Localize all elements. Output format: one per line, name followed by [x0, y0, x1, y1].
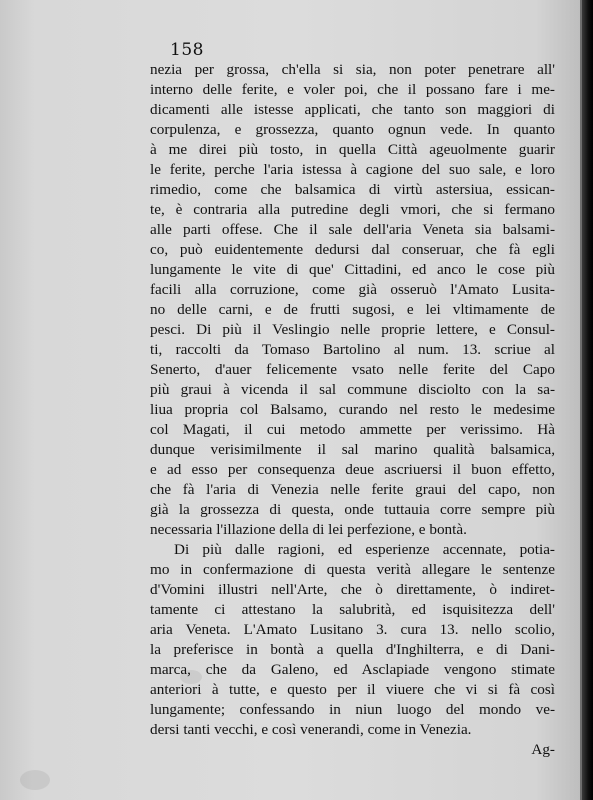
text-line: nezia per grossa, ch'ella si sia, non poter penetrare all'	[150, 61, 555, 78]
text-line: necessaria l'illazione della di lei perfezione, e bontà.	[150, 521, 467, 538]
text-line: liua propria col Balsamo, curando nel resto le medesime	[150, 401, 555, 418]
text-line: no delle carni, e de frutti sugosi, e lei vltimamente de	[150, 301, 555, 318]
text-line: marca, che da Galeno, ed Asclapiade vengono stimate	[150, 661, 555, 678]
text-line: dunque verisimilmente il sal marino qualità balsamica,	[150, 441, 555, 458]
text-line: d'Vomini illustri nell'Arte, che ò direttamente, ò indiret-	[150, 581, 555, 598]
text-line: alle parti offese. Che il sale dell'aria Veneta sia balsami-	[150, 221, 555, 238]
text-line: che fà l'aria di Venezia nelle ferite graui del capo, non	[150, 481, 555, 498]
text-line: la preferisce in bontà a quella d'Inghilterra, e di Dani-	[150, 641, 555, 658]
text-line: lungamente; confessando in niun luogo del mondo ve-	[150, 701, 555, 718]
text-line: già la grossezza di questa, onde tuttauia corre sempre più	[150, 501, 555, 518]
text-line: anteriori à tutte, e questo per il viuere che vi si fà così	[150, 681, 555, 698]
page-number: 158	[170, 40, 204, 60]
text-line: facili alla corruzione, come già osseruò l'Amato Lusita-	[150, 281, 555, 298]
text-line: te, è contraria alla putredine degli vmori, che si fermano	[150, 201, 555, 218]
text-line: col Magati, il cui metodo ammette per verissimo. Hà	[150, 421, 555, 438]
catchword: Ag-	[531, 741, 555, 758]
text-line: aria Veneta. L'Amato Lusitano 3. cura 13. nello scolio,	[150, 621, 555, 638]
text-line: interno delle ferite, e voler poi, che il possano fare i me-	[150, 81, 555, 98]
text-line: Senerto, d'auer felicemente vsato nelle ferite del Capo	[150, 361, 555, 378]
text-line: dicamenti alle istesse applicati, che tanto son maggiori di	[150, 101, 555, 118]
text-line: ti, raccolti da Tomaso Bartolino al num. 13. scriue al	[150, 341, 555, 358]
text-line: corpulenza, e grossezza, quanto ognun vede. In quanto	[150, 121, 555, 138]
text-line: e ad esso per consequenza deue ascriuersi il buon effetto,	[150, 461, 555, 478]
text-line: dersi tanti vecchi, e così venerandi, come in Venezia.	[150, 721, 472, 738]
paper-stain	[20, 770, 50, 790]
text-line: tamente ci attestano la salubrità, ed isquisitezza dell'	[150, 601, 555, 618]
text-line: le ferite, perche l'aria istessa à cagione del suo sale, e loro	[150, 161, 555, 178]
text-line: mo in confermazione di questa verità allegare le sentenze	[150, 561, 555, 578]
text-line: à me direi più tosto, in quella Città ageuolmente guarir	[150, 141, 555, 158]
text-line: co, può euidentemente dedursi dal conseruar, che fà egli	[150, 241, 555, 258]
body-text	[150, 60, 555, 760]
facing-page-edge	[582, 0, 593, 800]
text-line: pesci. Di più il Veslingio nelle proprie lettere, e Consul-	[150, 321, 555, 338]
paragraphs	[150, 60, 555, 740]
text-line: rimedio, come che balsamica di virtù astersiua, essican-	[150, 181, 555, 198]
text-line: lungamente le vite di que' Cittadini, ed anco le cose più	[150, 261, 555, 278]
text-line: Di più dalle ragioni, ed esperienze accennate, potia-	[174, 541, 555, 558]
text-line: più graui à vicenda il sal commune disciolto con la sa-	[150, 381, 555, 398]
